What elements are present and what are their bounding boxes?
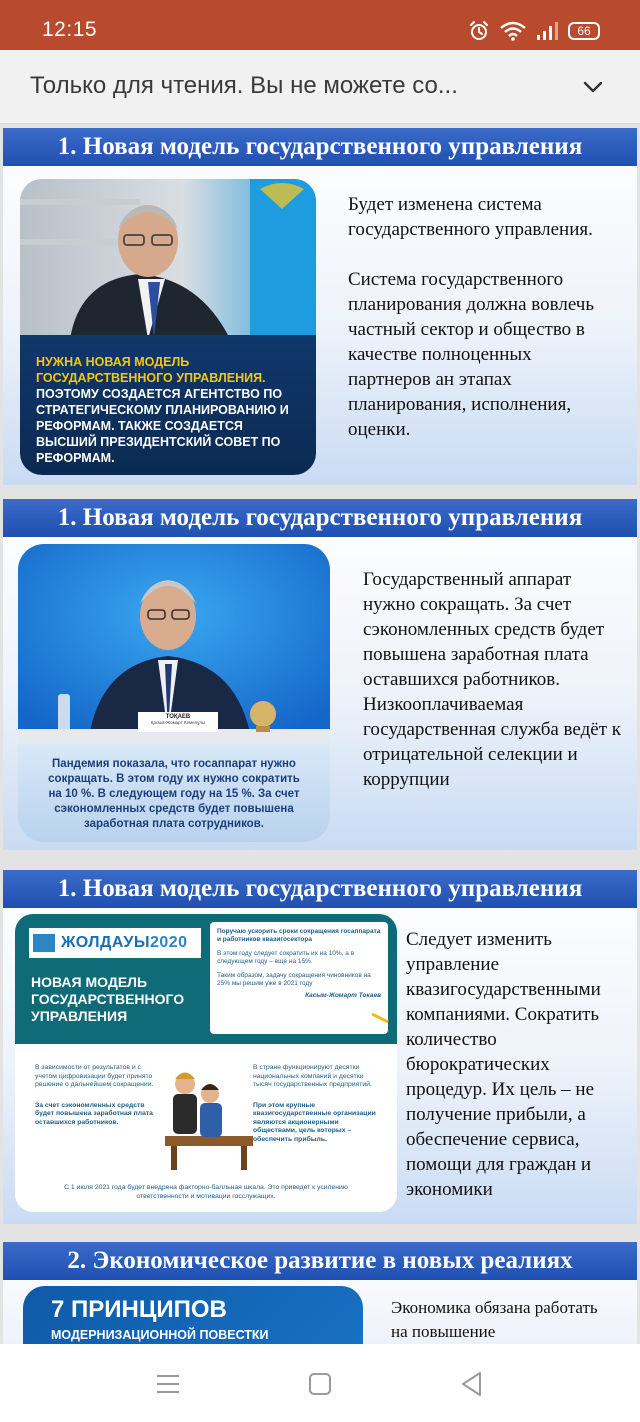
status-icons	[468, 20, 600, 42]
slide-3-text: Следует изменить управление квазигосударственными компаниями. Сократить количество бюрократических процедур. Их цель – не получение прибыли, а обеспечение сервиса, помощи для граждан и экономики	[406, 929, 601, 1200]
infographic-heading: НОВАЯ МОДЕЛЬ ГОСУДАРСТВЕННОГО УПРАВЛЕНИЯ	[31, 974, 185, 1024]
slide-1-image	[20, 179, 316, 475]
status-bar	[0, 0, 640, 50]
infographic-left-column	[35, 1064, 155, 1127]
right-text-2: При этом крупные квазигосударственные организации являются акционерными обществами, цель которых – обеспечить прибыль.	[253, 1101, 376, 1143]
wifi-icon	[500, 21, 526, 41]
nameplate-subtitle: Қасым-Жомарт Кемелұлы	[150, 720, 206, 725]
slide-3-infographic	[15, 914, 397, 1212]
infographic-right-column	[253, 1064, 383, 1144]
caption-highlight: НУЖНА НОВАЯ МОДЕЛЬ ГОСУДАРСТВЕННОГО УПРАВЛЕНИЯ.	[36, 355, 266, 385]
readonly-banner[interactable]	[0, 50, 640, 124]
brand-name: ЖОЛДАУЫ	[61, 934, 150, 951]
slide-4-image	[23, 1286, 363, 1344]
slide-4-image-heading: 7 ПРИНЦИПОВ	[51, 1296, 227, 1323]
slide-title: 1. Новая модель государственного управления	[3, 499, 637, 537]
slide-1-image-caption	[36, 354, 304, 466]
slide-title: 1. Новая модель государственного управления	[3, 870, 637, 908]
quote-line-1: Поручаю ускорить сроки сокращения госаппарата и работников квазигосектора	[217, 928, 381, 943]
infographic-quote	[217, 928, 381, 1000]
quote-line-2: В этом году следует сократить их на 10%, а в следующем году – еще на 15%.	[217, 950, 355, 965]
home-icon[interactable]	[306, 1370, 334, 1398]
chevron-down-icon[interactable]	[582, 76, 604, 98]
slide-title: 1. Новая модель государственного управления	[3, 128, 637, 166]
quote-author: Касым-Жомарт Токаев	[305, 992, 381, 999]
document-viewer[interactable]	[0, 124, 640, 1344]
slide-2-image-caption: Пандемия показала, что госаппарат нужно сокращать. В этом году их нужно сократить на 10 %. В следующем году на 15 %. За счет сэкономленных средств будет повышена заработная плата сотрудников.	[48, 758, 300, 830]
nameplate-name: ТОҚАЕВ	[165, 714, 191, 720]
status-time: 12:15	[42, 18, 98, 41]
back-icon[interactable]	[458, 1370, 486, 1398]
slide-2	[3, 499, 637, 850]
slide-2-image	[18, 544, 330, 842]
slide-3	[3, 870, 637, 1224]
slide-4-image-subheading: МОДЕРНИЗАЦИОННОЙ ПОВЕСТКИ	[51, 1328, 269, 1342]
quote-line-3: Таким образом, задачу сокращения чиновников на 25% мы решим уже в 2021 году	[217, 972, 371, 987]
infographic-brand	[61, 934, 188, 952]
navigation-bar	[0, 1344, 640, 1422]
slide-title: 2. Экономическое развитие в новых реалиях	[3, 1242, 637, 1280]
signal-icon	[536, 21, 558, 41]
slide-1	[3, 128, 637, 485]
slide-2-text: Государственный аппарат нужно сокращать. За счет сэкономленных средств будет повышена заработная плата оставшихся работников. Низкооплачиваемая государственная служба ведёт к отрицательной селекции и коррупции	[363, 569, 621, 790]
menu-icon[interactable]	[154, 1370, 182, 1398]
left-text-2: За счет сэкономленных средств будет повышена заработная плата оставшихся работников.	[35, 1101, 153, 1126]
infographic-footer: С 1 июля 2021 года будет внедрена факторно-балльная шкала. Это приведет к усилению ответственности и мотивации госслужащих.	[64, 1184, 348, 1200]
slide-1-paragraph-1: Будет изменена система государственного управления.	[348, 194, 593, 240]
slide-1-text	[348, 192, 618, 442]
right-text-1: В стране функционируют десятки национальных компаний и десятки тысяч государственных предприятий.	[253, 1064, 372, 1088]
readonly-banner-text: Только для чтения. Вы не можете со...	[30, 72, 458, 99]
battery-icon	[568, 22, 600, 40]
battery-level: 66	[577, 24, 591, 38]
spacer	[348, 242, 618, 267]
caption-rest: ПОЭТОМУ СОЗДАЕТСЯ АГЕНТСТВО ПО СТРАТЕГИЧЕСКОМУ ПЛАНИРОВАНИЮ И РЕФОРМАМ. ТАКЖЕ СОЗДАЕТСЯ ВЫСШИЙ ПРЕЗИДЕНТСКИЙ СОВЕТ ПО РЕФОРМАМ.	[36, 387, 289, 465]
slide-4	[3, 1242, 637, 1344]
slide-4-text: Экономика обязана работать на повышение	[391, 1298, 598, 1341]
left-text-1: В зависимости от результатов и с учетом цифровизации будет принято решение о дальнейшем сокращении.	[35, 1064, 154, 1088]
slide-1-paragraph-2: Система государственного планирования должна вовлечь частный сектор и общество в качестве полноценных партнеров ан этапах планирования, исполнения, оценки.	[348, 269, 594, 440]
alarm-icon	[468, 20, 490, 42]
nameplate	[138, 714, 218, 725]
brand-year: 2020	[149, 934, 188, 951]
